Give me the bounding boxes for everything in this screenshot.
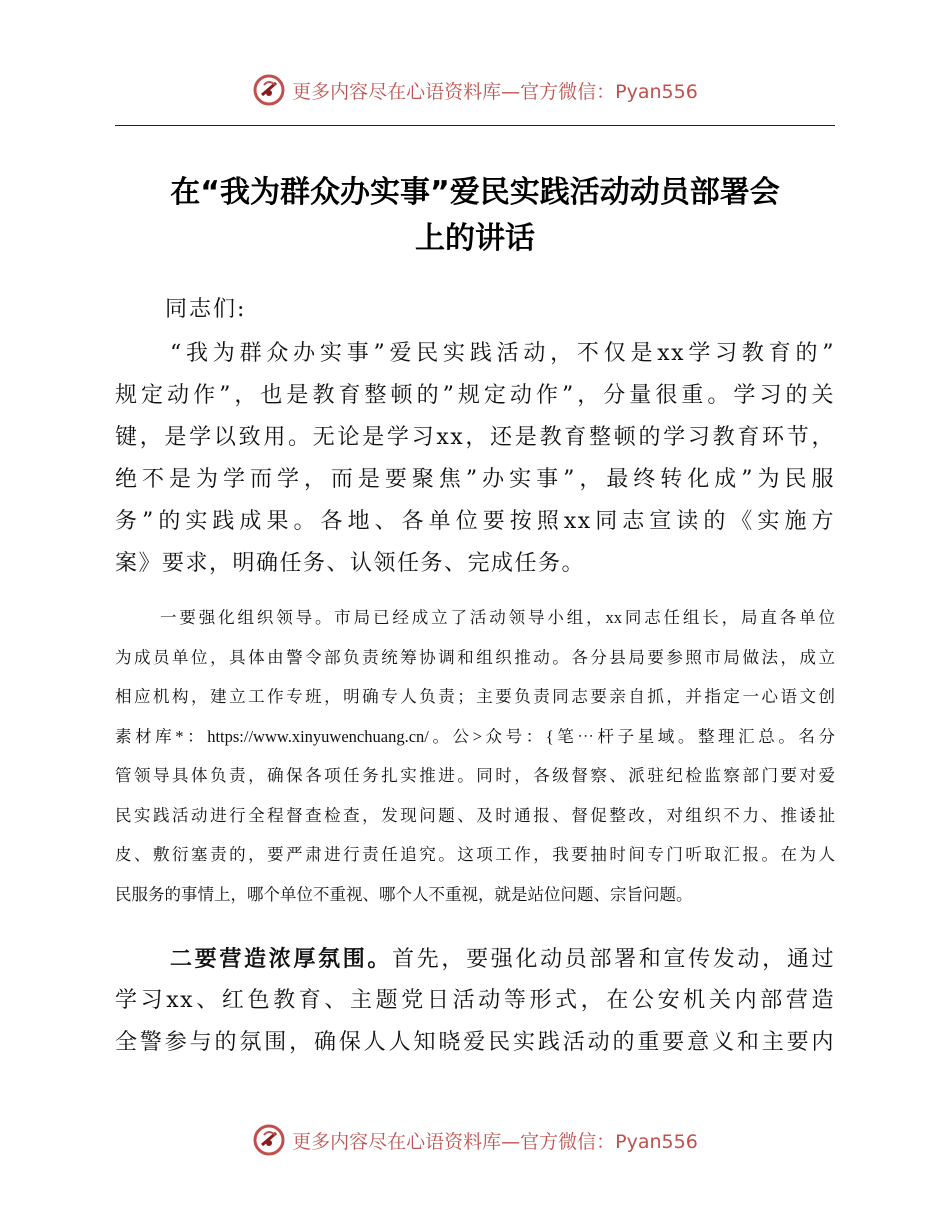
paragraph-line: 键，是学以致用。无论是学习xx，还是教育整顿的学习教育环节，: [115, 425, 835, 450]
header-banner-text: 更多内容尽在心语资料库: [292, 80, 502, 103]
paragraph-line: 民实践活动进行全程督查检查，发现问题、及时通报、督促整改，对组织不力、推诿扯: [115, 805, 835, 825]
brand-logo-icon: [252, 73, 286, 107]
paragraph-text: 首先，要强化动员部署和宣传发动，通过: [392, 947, 835, 972]
paragraph-line: 管领导具体负责，确保各项任务扎实推进。同时，各级督察、派驻纪检监察部门要对爱: [115, 766, 835, 785]
paragraph-line: 绝不是为学而学，而是要聚焦”办实事”，最终转化成”为民服: [115, 467, 835, 492]
footer-banner-suffix: —官方微信：Pyan556: [501, 1130, 698, 1153]
section-heading: 二要营造浓厚氛围。: [170, 946, 393, 972]
paragraph-line: 相应机构，建立工作专班，明确专人负责；主要负责同志要亲自抓，并指定一心语文创: [115, 687, 835, 706]
paragraph-2: [115, 598, 835, 914]
greeting: 同志们:: [165, 297, 247, 322]
footer-banner-text: 更多内容尽在心语资料库: [292, 1130, 502, 1153]
header-divider: [115, 125, 835, 126]
paragraph-line: 一要强化组织领导。市局已经成立了活动领导小组，xx同志任组长，局直各单位: [160, 608, 835, 627]
paragraph-line: 民服务的事情上，哪个单位不重视、哪个人不重视，就是站位问题、宗旨问题。: [115, 884, 693, 904]
paragraph-1: [115, 333, 835, 585]
paragraph-line: 为成员单位，具体由警令部负责统筹协调和组织推动。各分县局要参照市局做法，成立: [115, 647, 835, 667]
header-banner-suffix: —官方微信：Pyan556: [501, 80, 698, 103]
footer-banner: [0, 1120, 950, 1160]
paragraph-line: 素材库*：https://www.xinyuwenchuang.cn/。公>众号：{笔⋯杆子星域。整理汇总。名分: [115, 726, 835, 746]
paragraph-line: 规定动作”，也是教育整顿的”规定动作”，分量很重。学习的关: [115, 383, 835, 408]
paragraph-line: “我为群众办实事”爱民实践活动，不仅是xx学习教育的”: [170, 341, 835, 366]
title-line-2: 上的讲话: [415, 221, 535, 256]
paragraph-line: [115, 938, 835, 980]
brand-logo-icon: [252, 1123, 286, 1157]
paragraph-3: [115, 938, 835, 1064]
paragraph-line: 学习xx、红色教育、主题党日活动等形式，在公安机关内部营造: [115, 988, 835, 1013]
header-banner: [0, 70, 950, 110]
document-title: [100, 170, 850, 262]
paragraph-line: 案》要求，明确任务、认领任务、完成任务。: [115, 551, 586, 576]
paragraph-line: 全警参与的氛围，确保人人知晓爱民实践活动的重要意义和主要内: [115, 1030, 835, 1055]
paragraph-line: 皮、敷衍塞责的，要严肃进行责任追究。这项工作，我要抽时间专门听取汇报。在为人: [115, 845, 835, 864]
title-line-1: 在“我为群众办实事”爱民实践活动动员部署会: [170, 175, 780, 210]
paragraph-line: 务”的实践成果。各地、各单位要按照xx同志宣读的《实施方: [115, 509, 835, 534]
